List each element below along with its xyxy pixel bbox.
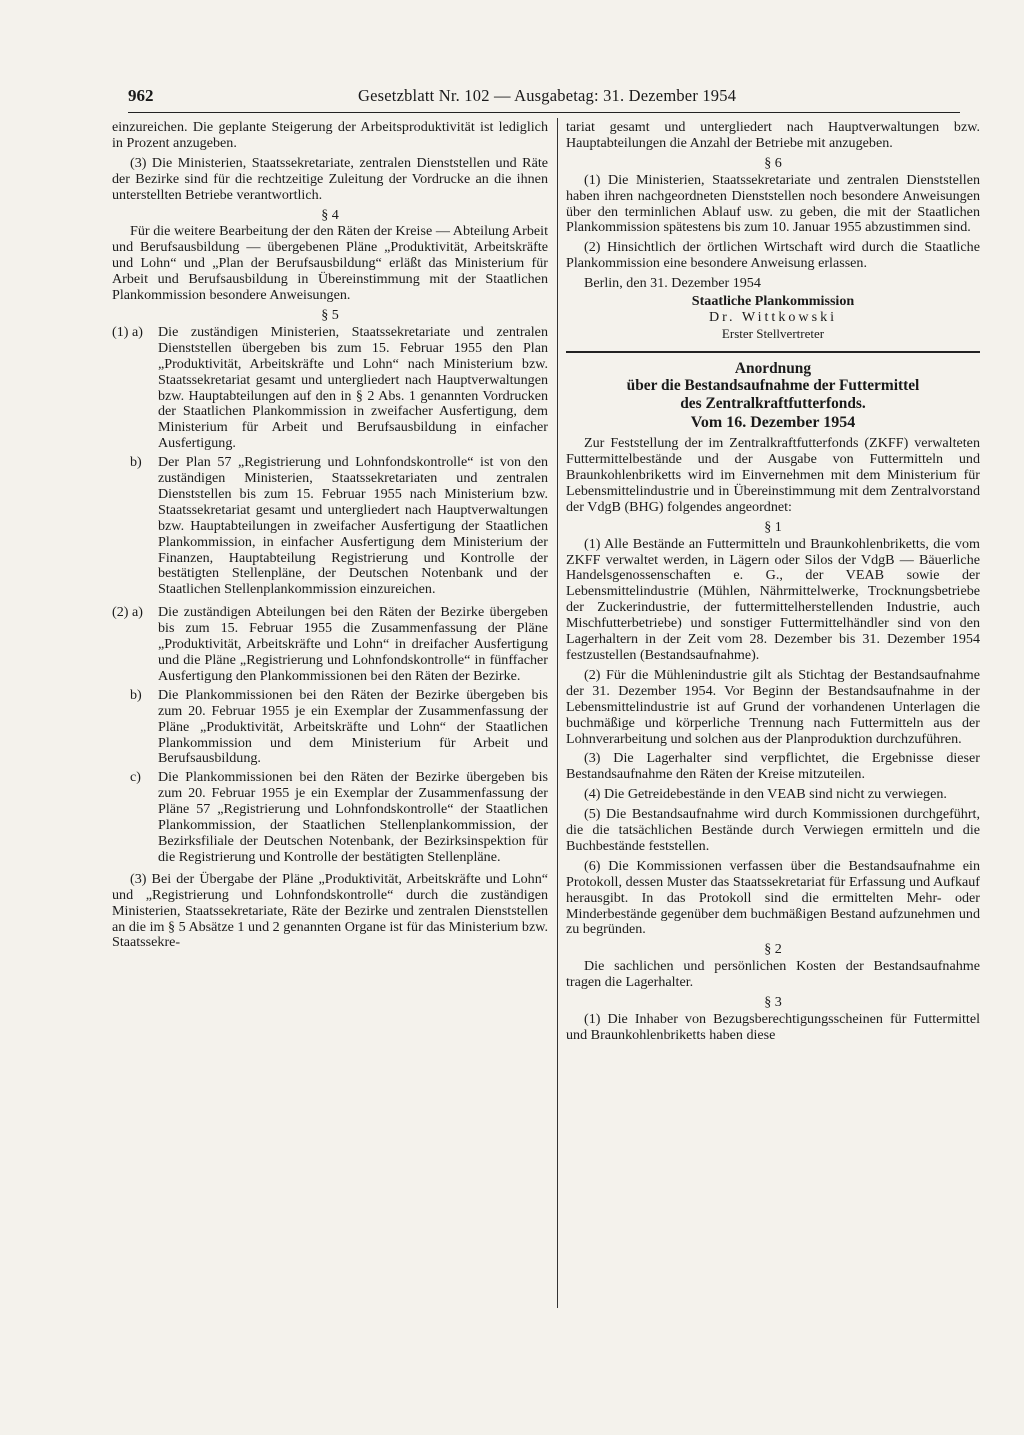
paragraph: (5) Die Bestandsaufnahme wird durch Kommissionen durchgeführt, die die tatsächlichen Bestände durch Verwiegen ermitteln und die Buchbestände feststellen. bbox=[566, 806, 980, 854]
signature-name: Dr. Wittkowski bbox=[708, 308, 838, 325]
document-title: Anordnung bbox=[734, 359, 812, 377]
place-date: Berlin, den 31. Dezember 1954 bbox=[584, 275, 761, 292]
subclause-text: Die Plankommissionen bei den Räten der Bezirke übergeben bis zum 20. Februar 1955 je ein Exemplar der Zusammenfassung der Pläne 57 „Registrierung und Lohnfondskontrolle“ der Staatlichen Plankommission, der Staatlichen Stellenplankommission, der Bezirksfiliale der Deutschen Notenbank, der Bezirksinspektion für die Registrierung und Kontrolle der bestätigten Stellenpläne. bbox=[158, 769, 548, 865]
document-subtitle: des Zentralkraftfutterfonds. bbox=[680, 394, 866, 412]
paragraph: (3) Die Ministerien, Staatssekretariate, zentralen Dienststellen und Räte der Bezirke sind für die rechtzeitige Zuleitung der Vordrucke an die ihnen unterstellten Betriebe verantwortlich. bbox=[112, 154, 548, 203]
section-heading: § 1 bbox=[764, 518, 782, 535]
paragraph: (2) Für die Mühlenindustrie gilt als Stichtag der Bestandsaufnahme der 31. Dezember 1954. Vor Beginn der Bestandsaufnahme in der Lebensmittelindustrie ist auf Grund der vorhandenen Unterlagen die buchmäßige und körperliche Trennung nach Futtermitteln aus der Lohnverarbeitung und solchen aus der Planproduktion durchzuführen. bbox=[566, 666, 980, 747]
document-subtitle: über die Bestandsaufnahme der Futtermittel bbox=[626, 377, 920, 395]
section-separator bbox=[566, 351, 980, 353]
paragraph: (3) Die Lagerhalter sind verpflichtet, die Ergebnisse dieser Bestandsaufnahme den Räten der Kreise mitzuteilen. bbox=[566, 750, 980, 783]
paragraph: (2) Hinsichtlich der örtlichen Wirtschaft wird durch die Staatliche Plankommission eine besondere Anweisung erlassen. bbox=[566, 239, 980, 272]
subclause-text: Die zuständigen Ministerien, Staatssekretariate und zentralen Dienststellen übergeben bis zum 15. Februar 1955 den Plan „Produktivität, Arbeitskräfte und Lohn“ nach Ministerium bzw. Staatssekretariat gesamt und untergliedert nach Hauptverwaltungen bzw. Hauptabteilungen auf den in § 2 Abs. 1 genannten Vordrucken der Staatlichen Plankommission in zweifacher Ausfertigung, dem Ministerium für Arbeit und Berufsausbildung in einfacher Ausfertigung. bbox=[158, 323, 548, 452]
subclause-label: (1) a) bbox=[112, 323, 143, 340]
subclause bbox=[112, 770, 548, 865]
subclause bbox=[112, 605, 548, 685]
section-heading: § 3 bbox=[764, 994, 782, 1011]
paragraph: (1) Alle Bestände an Futtermitteln und Braunkohlenbriketts, die vom ZKFF verwaltet werden, in Lägern oder Silos der VdgB — Bäuerliche Handelsgenossenschaften e. G., der VEAB sowie der Lebensmittelindustrie (Mühlen, Nährmittelwerke, Trocknungsbetriebe der Zuckerindustrie, der futtermittelherstellenden Industrie, auch Mischfutterbetriebe) und sonstiger Futtermittelhändler sind von den Lagerhaltern in der Zeit vom 28. Dezember bis 31. Dezember 1954 festzustellen (Bestandsaufnahme). bbox=[566, 535, 980, 663]
paragraph: Zur Feststellung der im Zentralkraftfutterfonds (ZKFF) verwalteten Futtermittelbestände und der Ausgabe von Futtermitteln und Braunkohlenbriketts wird im Einvernehmen mit dem Ministerium für Lebensmittelindustrie und in Übereinstimmung mit dem Zentralvorstand der VdgB (BHG) folgendes angeordnet: bbox=[566, 435, 980, 515]
subclause-label: b) bbox=[130, 686, 142, 703]
header-rule bbox=[128, 112, 960, 113]
page-number: 962 bbox=[128, 86, 154, 105]
subclause-label: c) bbox=[130, 769, 141, 786]
right-column bbox=[566, 120, 980, 1048]
paragraph: (1) Die Inhaber von Bezugsberechtigungsscheinen für Futtermittel und Braunkohlenbriketts haben diese bbox=[566, 1011, 980, 1043]
paragraph: Für die weitere Bearbeitung der den Räten der Kreise — Abteilung Arbeit und Berufsausbildung — übergebenen Pläne „Produktivität, Arbeitskräfte und Lohn“ und „Plan der Berufsausbildung“ erläßt das Ministerium für Arbeit und Berufsausbildung in Übereinstimmung mit der Staatlichen Plankommission besondere Anweisungen. bbox=[112, 223, 548, 304]
paragraph: (1) Die Ministerien, Staatssekretariate und zentralen Dienststellen haben ihren nachgeordneten Dienststellen noch besondere Anweisungen über den terminlichen Ablauf usw. zu geben, die mit der Staatlichen Plankommission spätestens bis zum 10. Januar 1955 abzustimmen sind. bbox=[566, 171, 980, 236]
paragraph: (3) Bei der Übergabe der Pläne „Produktivität, Arbeitskräfte und Lohn“ und „Registrierung und Lohnfondskontrolle“ durch die zuständigen Ministerien, Staatssekretariate, Räte der Bezirke und zentralen Dienststellen an die im § 5 Absätze 1 und 2 genannten Organe ist für das Ministerium bzw. Staatssekre- bbox=[112, 870, 548, 951]
left-column bbox=[112, 120, 548, 955]
paragraph: (4) Die Getreidebestände in den VEAB sind nicht zu verwiegen. bbox=[584, 786, 947, 803]
header-title: Gesetzblatt Nr. 102 — Ausgabetag: 31. Dezember 1954 bbox=[358, 86, 737, 105]
paragraph: (6) Die Kommissionen verfassen über die Bestandsaufnahme ein Protokoll, dessen Muster das Staatssekretariat für Erfassung und Aufkauf herausgibt. In das Protokoll sind die ermittelten Mehr- oder Minderbestände gegenüber dem buchmäßigen Bestand aufzunehmen und zu begründen. bbox=[566, 857, 980, 938]
subclause-text: Die zuständigen Abteilungen bei den Räten der Bezirke übergeben bis zum 15. Februar 1955 die Zusammenfassung der Pläne „Produktivität, Arbeitskräfte und Lohn“ in dreifacher Ausfertigung und die Pläne „Registrierung und Lohnfondskontrolle“ in fünffacher Ausfertigung den Plankommissionen bei den Räten der Bezirke. bbox=[158, 604, 548, 684]
section-heading: § 5 bbox=[321, 306, 339, 323]
signature-role: Erster Stellvertreter bbox=[721, 325, 825, 341]
subclause-label: b) bbox=[130, 454, 142, 471]
subclause bbox=[112, 455, 548, 598]
paragraph: tariat gesamt und untergliedert nach Hauptverwaltungen bzw. Hauptabteilungen die Anzahl der Betriebe mit anzugeben. bbox=[566, 119, 980, 151]
subclause-text: Der Plan 57 „Registrierung und Lohnfondskontrolle“ ist von den zuständigen Ministerien, Staatssekretariaten und zentralen Dienststellen bis zum 15. Februar 1955 nach Ministerium bzw. Staatssekretariat gesamt und untergliedert nach Hauptverwaltungen bzw. Hauptabteilungen in zweifacher Ausfertigung der Staatlichen Plankommission, in einfacher Ausfertigung dem Ministerium der Finanzen, Hauptabteilung Registrierung und Kontrolle der bestätigten Stellenpläne, der Deutschen Notenbank und der Staatlichen Stellenplankommission einzureichen. bbox=[158, 454, 548, 598]
section-heading: § 6 bbox=[764, 154, 782, 171]
signature-organization: Staatliche Plankommission bbox=[691, 293, 855, 310]
column-divider bbox=[557, 118, 558, 1308]
paragraph: einzureichen. Die geplante Steigerung der Arbeitsproduktivität ist lediglich in Prozent anzugeben. bbox=[112, 119, 548, 151]
subclause bbox=[112, 688, 548, 768]
page-header bbox=[128, 86, 780, 112]
document-date: Vom 16. Dezember 1954 bbox=[690, 414, 856, 432]
section-heading: § 4 bbox=[321, 206, 339, 223]
subclause-text: Die Plankommissionen bei den Räten der Bezirke übergeben bis zum 20. Februar 1955 je ein Exemplar der Zusammenfassung der Pläne „Produktivität, Arbeitskräfte und Lohn“ der Staatlichen Plankommission und dem Ministerium für Arbeit und Berufsausbildung. bbox=[158, 686, 548, 767]
paragraph: Die sachlichen und persönlichen Kosten der Bestandsaufnahme tragen die Lagerhalter. bbox=[566, 958, 980, 991]
section-heading: § 2 bbox=[764, 941, 782, 958]
subclause-label: (2) a) bbox=[112, 604, 143, 621]
subclause bbox=[112, 325, 548, 452]
